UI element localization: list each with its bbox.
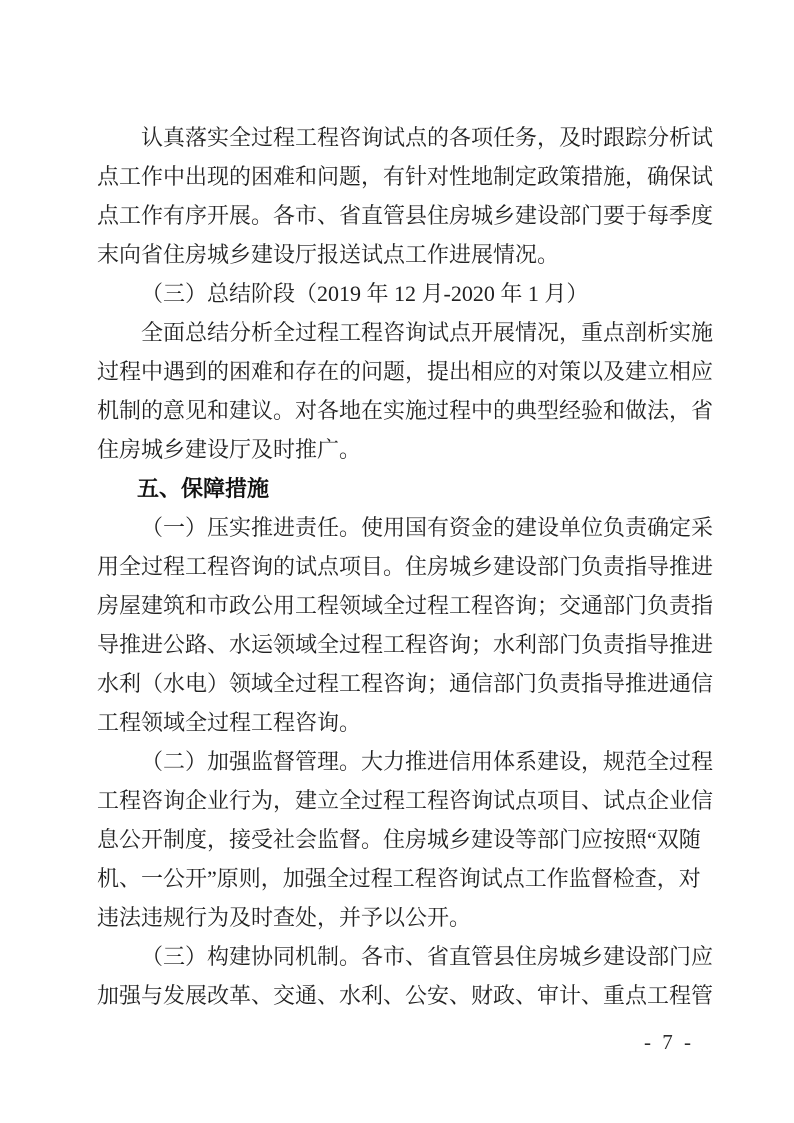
text-line: 机、一公开”原则，加强全过程工程咨询试点工作监督检查，对 xyxy=(97,866,701,891)
text-line: 导推进公路、水运领域全过程工程咨询；水利部门负责指导推进 xyxy=(97,632,714,657)
text-line: 点工作中出现的困难和问题，有针对性地制定政策措施，确保试 xyxy=(97,164,714,189)
text-line: （一）压实推进责任。使用国有资金的建设单位负责确定采 xyxy=(141,515,714,540)
document-body xyxy=(97,118,737,1015)
text-line: 水利（水电）领域全过程工程咨询；通信部门负责指导推进通信 xyxy=(97,671,714,696)
text-line: 工程咨询企业行为，建立全过程工程咨询试点项目、试点企业信 xyxy=(97,788,714,813)
text-line: 点工作有序开展。各市、省直管县住房城乡建设部门要于每季度 xyxy=(97,203,714,228)
text-line: 房屋建筑和市政公用工程领域全过程工程咨询；交通部门负责指 xyxy=(97,593,714,618)
text-line: （三）构建协同机制。各市、省直管县住房城乡建设部门应 xyxy=(141,944,714,969)
page-number: - 7 - xyxy=(644,1030,694,1054)
text-line: （二）加强监督管理。大力推进信用体系建设，规范全过程 xyxy=(141,749,714,774)
text-line: 息公开制度，接受社会监督。住房城乡建设等部门应按照“双随 xyxy=(97,827,701,852)
text-line: 用全过程工程咨询的试点项目。住房城乡建设部门负责指导推进 xyxy=(97,554,714,579)
text-line: 违法违规行为及时查处，并予以公开。 xyxy=(97,905,472,930)
text-line: 全面总结分析全过程工程咨询试点开展情况，重点剖析实施 xyxy=(141,320,714,345)
text-line: 加强与发展改革、交通、水利、公安、财政、审计、重点工程管 xyxy=(97,983,714,1008)
text-line: 机制的意见和建议。对各地在实施过程中的典型经验和做法，省 xyxy=(97,398,714,423)
section-heading: 五、保障措施 xyxy=(137,476,270,501)
text-line: （三）总结阶段（2019 年 12 月-2020 年 1 月） xyxy=(141,281,589,306)
text-line: 过程中遇到的困难和存在的问题，提出相应的对策以及建立相应 xyxy=(97,359,714,384)
text-line: 住房城乡建设厅及时推广。 xyxy=(97,437,362,462)
text-line: 末向省住房城乡建设厅报送试点工作进展情况。 xyxy=(97,242,560,267)
text-line: 认真落实全过程工程咨询试点的各项任务，及时跟踪分析试 xyxy=(141,125,714,150)
text-line: 工程领域全过程工程咨询。 xyxy=(97,710,362,735)
